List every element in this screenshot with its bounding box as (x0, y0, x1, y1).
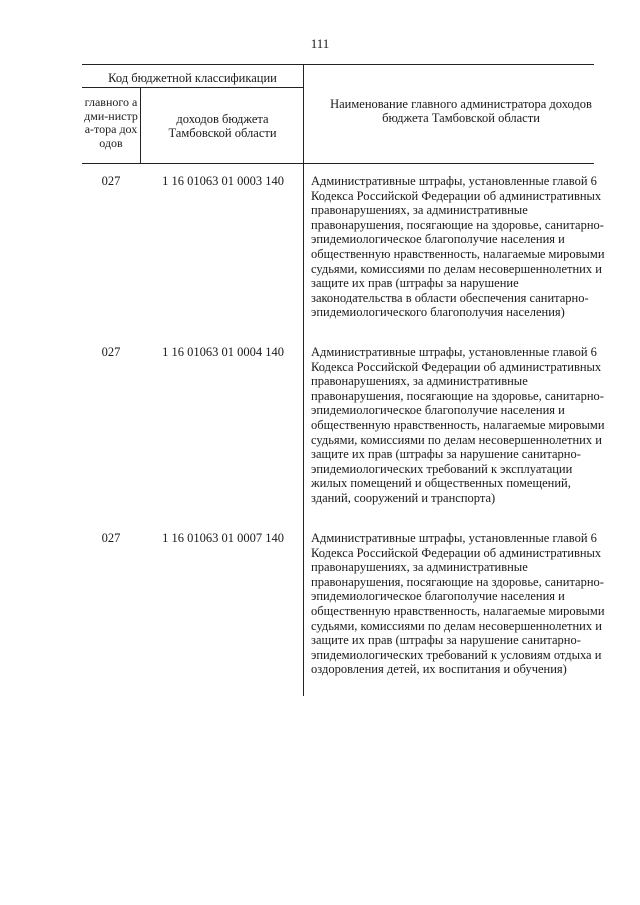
header-name-column: Наименование главного администратора доходов бюджета Тамбовской области (330, 97, 592, 125)
header-income-column: доходов бюджета Тамбовской области (168, 112, 277, 140)
header-group-title: Код бюджетной классификации (108, 71, 277, 85)
column-divider-main (303, 64, 304, 696)
row-2-name: Административные штрафы, установленные главой 6 Кодекса Российской Федерации об административных правонарушениях, за административные правонарушения, посягающие на здоровье, санитарно-эпидемиологическое благополучие населения и общественную нравственность, налагаемые мировыми судьями, комиссиями по делам несовершеннолетних и защите их прав (штрафы за нарушение санитарно-эпидемиологических требований к эксплуатации жилых помещений и общественных помещений, зданий, сооружений и транспорта) (311, 345, 605, 505)
row-1-admin-code: 027 (101, 174, 121, 188)
header-bottom-border (82, 163, 594, 164)
column-divider-admin (140, 88, 141, 164)
row-3-name: Административные штрафы, установленные главой 6 Кодекса Российской Федерации об административных правонарушениях, за административные правонарушения, посягающие на здоровье, санитарно-эпидемиологическое благополучие населения и общественную нравственность, налагаемые мировыми судьями, комиссиями по делам несовершеннолетних и защите их прав (штрафы за нарушение санитарно-эпидемиологических требований к условиям отдыха и оздоровления детей, их воспитания и обучения) (311, 531, 605, 677)
header-group-underline (82, 87, 304, 88)
row-1-name: Административные штрафы, установленные главой 6 Кодекса Российской Федерации об административных правонарушениях, за административные правонарушения, посягающие на здоровье, санитарно-эпидемиологическое благополучие населения и общественную нравственность, налагаемые мировыми судьями, комиссиями по делам несовершеннолетних и защите их прав (штрафы за нарушение законодательства в области обеспечения санитарно-эпидемиологического благополучия населения) (311, 174, 605, 320)
row-2-admin-code: 027 (101, 345, 121, 359)
header-admin-column: главного адми-нистра-тора доходов (84, 95, 138, 150)
row-3-admin-code: 027 (101, 531, 121, 545)
row-2-income-code: 1 16 01063 01 0004 140 (162, 345, 284, 359)
row-3-income-code: 1 16 01063 01 0007 140 (162, 531, 284, 545)
row-1-income-code: 1 16 01063 01 0003 140 (162, 174, 284, 188)
table-top-border (82, 64, 594, 65)
page-number: 111 (310, 36, 330, 51)
